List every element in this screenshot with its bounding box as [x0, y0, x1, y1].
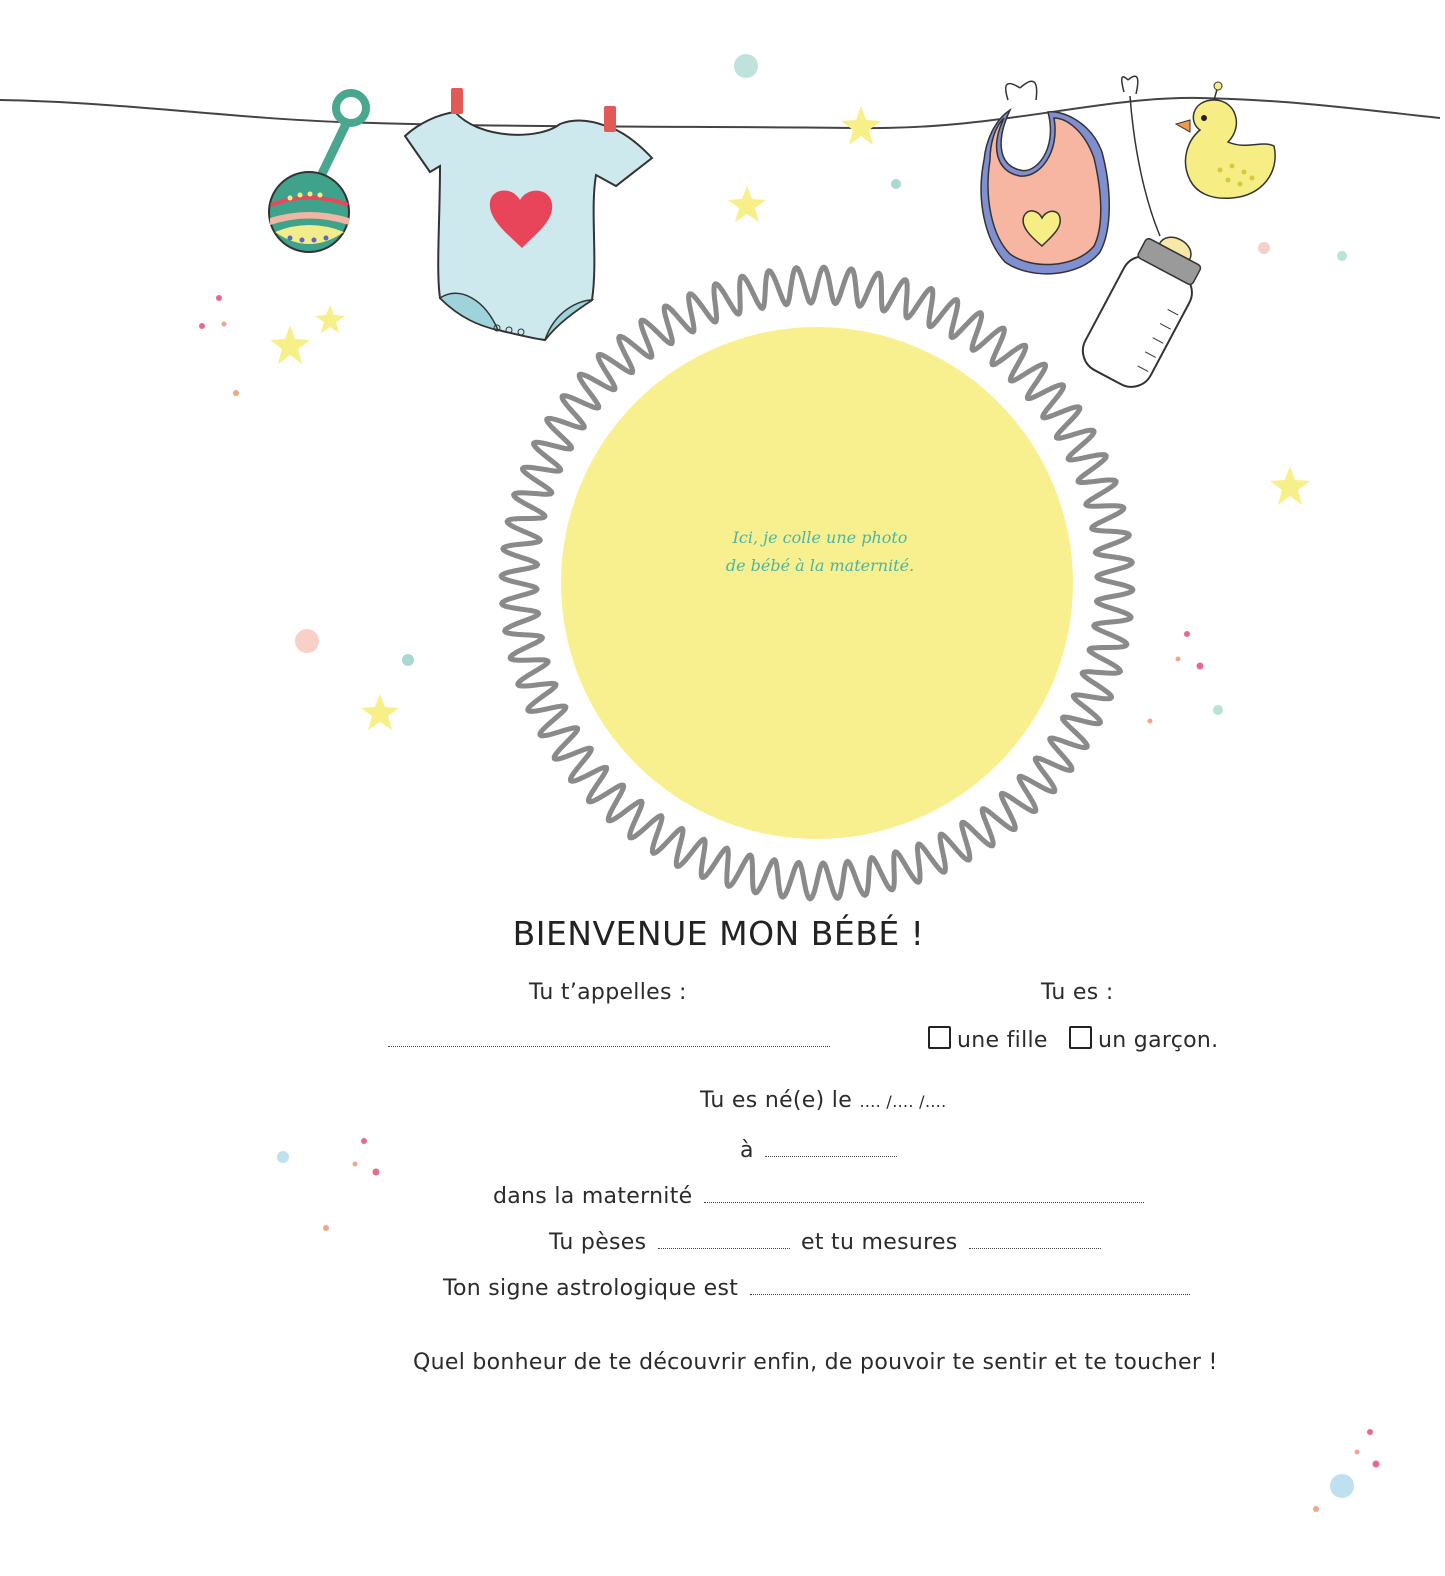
option-boy-label: un garçon.: [1098, 1028, 1219, 1053]
closing-text: Quel bonheur de te découvrir enfin, de pouvoir te sentir et te toucher !: [413, 1350, 1218, 1375]
birth-date-field[interactable]: …. /…. /….: [859, 1092, 947, 1111]
bib-icon: [981, 81, 1109, 274]
place-label: à: [740, 1138, 754, 1163]
photo-caption-line-1: Ici, je colle une photo: [732, 528, 908, 547]
photo-caption: [600, 524, 1040, 580]
boy-checkbox[interactable]: [1069, 1026, 1092, 1049]
sign-row: [443, 1272, 1194, 1301]
option-girl-label: une fille: [957, 1028, 1048, 1053]
maternity-label: dans la maternité: [493, 1184, 693, 1209]
weight-label: Tu pèses: [549, 1230, 647, 1255]
maternity-row: [493, 1180, 1148, 1209]
page-title: BIENVENUE MON BÉBÉ !: [512, 914, 925, 953]
option-girl[interactable]: [928, 1026, 1048, 1053]
sign-field[interactable]: [750, 1272, 1190, 1295]
weight-height-row: [549, 1226, 1105, 1255]
name-label: Tu t’appelles :: [529, 980, 687, 1005]
gender-options: [928, 1026, 1218, 1053]
birth-place-row: [740, 1134, 901, 1163]
place-field[interactable]: [765, 1134, 897, 1157]
gender-label: Tu es :: [1041, 980, 1114, 1005]
photo-area[interactable]: [561, 327, 1073, 839]
rattle-icon: [269, 93, 366, 252]
born-label: Tu es né(e) le: [700, 1088, 853, 1113]
name-field[interactable]: [388, 1030, 830, 1047]
weight-field[interactable]: [658, 1226, 790, 1249]
height-label: et tu mesures: [801, 1230, 958, 1255]
girl-checkbox[interactable]: [928, 1026, 951, 1049]
height-field[interactable]: [969, 1226, 1101, 1249]
option-boy[interactable]: [1069, 1026, 1218, 1053]
sign-label: Ton signe astrologique est: [443, 1276, 739, 1301]
photo-frame: [501, 267, 1133, 899]
birth-date-row: [700, 1088, 947, 1113]
photo-caption-line-2: de bébé à la maternité.: [725, 556, 915, 575]
maternity-field[interactable]: [704, 1180, 1144, 1203]
